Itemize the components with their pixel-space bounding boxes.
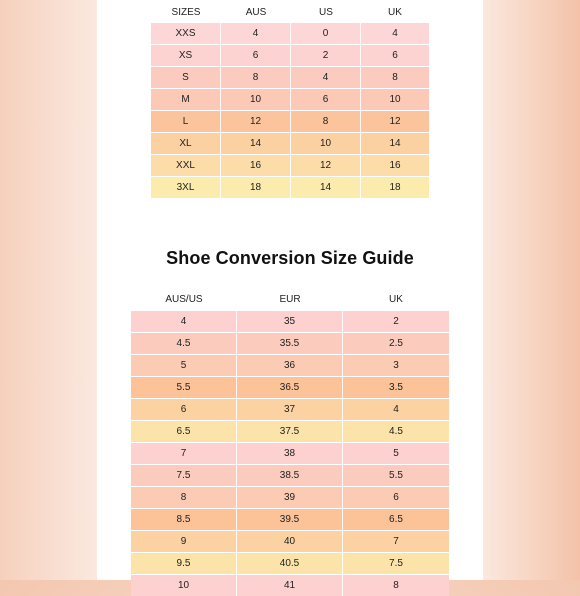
table-cell: 7.5 bbox=[131, 465, 237, 486]
table-cell: 12 bbox=[221, 111, 291, 132]
table-cell: 35.5 bbox=[237, 333, 343, 354]
table-cell: 35 bbox=[237, 311, 343, 332]
shoe-table-row bbox=[131, 377, 449, 398]
table-cell: 37.5 bbox=[237, 421, 343, 442]
clothing-header-aus: AUS bbox=[245, 7, 267, 18]
table-cell: 8 bbox=[291, 111, 361, 132]
background-left bbox=[0, 0, 97, 580]
table-cell: 3 bbox=[393, 360, 399, 371]
clothing-table-row bbox=[151, 67, 429, 88]
table-cell: 4 bbox=[291, 67, 361, 88]
table-cell: 16 bbox=[221, 155, 291, 176]
table-cell: 40.5 bbox=[237, 553, 343, 574]
table-cell: XXL bbox=[151, 155, 221, 176]
table-cell: 4 bbox=[131, 311, 237, 332]
table-cell: 8 bbox=[393, 580, 399, 591]
clothing-table-row bbox=[151, 23, 429, 44]
table-cell: XL bbox=[151, 133, 221, 154]
table-cell: 18 bbox=[221, 177, 291, 198]
table-cell: 39 bbox=[237, 487, 343, 508]
table-cell: 3.5 bbox=[389, 382, 403, 393]
shoe-header-uk: UK bbox=[389, 294, 403, 305]
table-cell: L bbox=[151, 111, 221, 132]
table-cell: 12 bbox=[389, 116, 401, 127]
table-cell: M bbox=[151, 89, 221, 110]
table-cell: 4 bbox=[221, 23, 291, 44]
table-cell: XXS bbox=[151, 23, 221, 44]
clothing-header-sizes: SIZES bbox=[171, 7, 201, 18]
table-cell: 6 bbox=[131, 399, 237, 420]
table-cell: 5 bbox=[131, 355, 237, 376]
table-cell: 2 bbox=[393, 316, 399, 327]
shoe-table-row bbox=[131, 531, 449, 552]
table-cell: 10 bbox=[291, 133, 361, 154]
table-cell: 7.5 bbox=[389, 558, 403, 569]
shoe-table-row bbox=[131, 575, 449, 596]
table-cell: 6.5 bbox=[389, 514, 403, 525]
clothing-size-table bbox=[151, 0, 429, 200]
table-cell: 3XL bbox=[151, 177, 221, 198]
table-cell: 38.5 bbox=[237, 465, 343, 486]
shoe-table-row bbox=[131, 355, 449, 376]
shoe-table-row bbox=[131, 465, 449, 486]
table-cell: 5 bbox=[393, 448, 399, 459]
table-cell: 6 bbox=[393, 492, 399, 503]
table-cell: 7 bbox=[393, 536, 399, 547]
table-cell: 8 bbox=[392, 72, 398, 83]
table-cell: 10 bbox=[131, 575, 237, 596]
table-cell: 8 bbox=[221, 67, 291, 88]
table-cell: 40 bbox=[237, 531, 343, 552]
clothing-table-row bbox=[151, 45, 429, 66]
shoe-table-row bbox=[131, 421, 449, 442]
table-cell: S bbox=[151, 67, 221, 88]
table-cell: 9.5 bbox=[131, 553, 237, 574]
table-cell: 10 bbox=[389, 94, 401, 105]
table-cell: 2.5 bbox=[389, 338, 403, 349]
clothing-table-row bbox=[151, 155, 429, 176]
clothing-header-uk: UK bbox=[388, 7, 402, 18]
shoe-table-row bbox=[131, 333, 449, 354]
table-cell: 4.5 bbox=[389, 426, 403, 437]
table-cell: 4 bbox=[393, 404, 399, 415]
table-cell: 6.5 bbox=[131, 421, 237, 442]
shoe-table-row bbox=[131, 443, 449, 464]
shoe-header-eur: EUR bbox=[279, 294, 301, 305]
table-cell: 12 bbox=[291, 155, 361, 176]
table-cell: 39.5 bbox=[237, 509, 343, 530]
table-cell: 4 bbox=[392, 28, 398, 39]
table-cell: 0 bbox=[291, 23, 361, 44]
shoe-size-table bbox=[131, 290, 449, 591]
table-cell: 14 bbox=[221, 133, 291, 154]
clothing-table-row bbox=[151, 133, 429, 154]
table-cell: 37 bbox=[237, 399, 343, 420]
table-cell: 9 bbox=[131, 531, 237, 552]
clothing-header-us: US bbox=[319, 7, 333, 18]
size-guide-sheet bbox=[97, 0, 483, 591]
clothing-table-row bbox=[151, 111, 429, 132]
table-cell: 4.5 bbox=[131, 333, 237, 354]
table-cell: 7 bbox=[131, 443, 237, 464]
table-cell: 6 bbox=[221, 45, 291, 66]
shoe-table-row bbox=[131, 311, 449, 332]
shoe-table-row bbox=[131, 487, 449, 508]
clothing-table-row bbox=[151, 177, 429, 198]
table-cell: 14 bbox=[291, 177, 361, 198]
table-cell: 8.5 bbox=[131, 509, 237, 530]
background-right bbox=[483, 0, 580, 580]
table-cell: 2 bbox=[291, 45, 361, 66]
table-cell: 16 bbox=[389, 160, 401, 171]
table-cell: 36.5 bbox=[237, 377, 343, 398]
table-cell: 5.5 bbox=[389, 470, 403, 481]
table-cell: 36 bbox=[237, 355, 343, 376]
clothing-table-row bbox=[151, 89, 429, 110]
table-cell: 6 bbox=[291, 89, 361, 110]
shoe-table-row bbox=[131, 399, 449, 420]
table-cell: 38 bbox=[237, 443, 343, 464]
shoe-table-row bbox=[131, 553, 449, 574]
table-cell: 6 bbox=[392, 50, 398, 61]
shoe-table-row bbox=[131, 509, 449, 530]
table-cell: 14 bbox=[389, 138, 401, 149]
shoe-header-aus-us: AUS/US bbox=[165, 294, 203, 305]
table-cell: 18 bbox=[389, 182, 401, 193]
table-cell: 8 bbox=[131, 487, 237, 508]
table-cell: 41 bbox=[237, 575, 343, 596]
table-cell: XS bbox=[151, 45, 221, 66]
shoe-guide-title: Shoe Conversion Size Guide bbox=[166, 248, 414, 268]
table-cell: 5.5 bbox=[131, 377, 237, 398]
table-cell: 10 bbox=[221, 89, 291, 110]
